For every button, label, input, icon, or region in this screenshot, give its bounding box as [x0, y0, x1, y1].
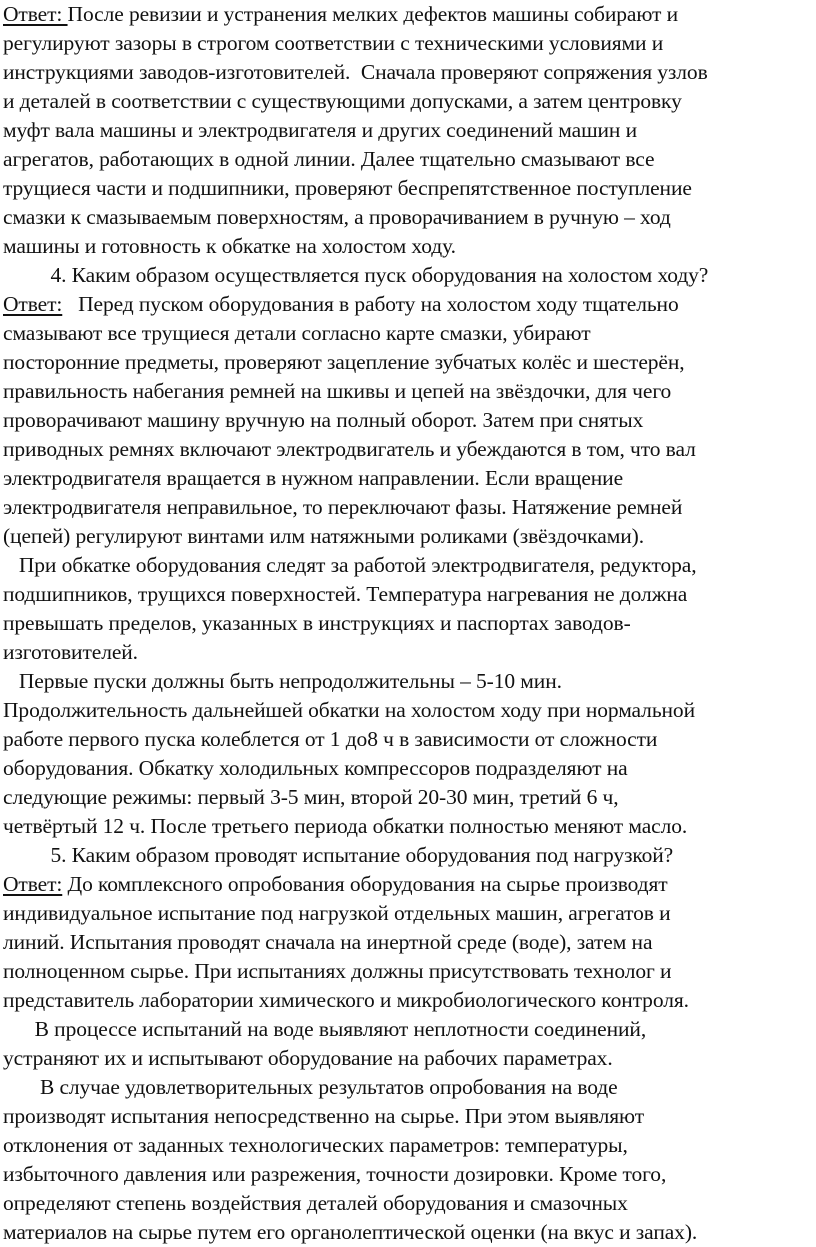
paragraph-break-in-monitoring: При обкатке оборудования следят за работой электродвигателя, редуктора, подшипников, трущихся поверхностей. Температура нагревания не должна превышать пределов, указанных в инструкциях и паспортах заводов- изготовителей.	[3, 553, 697, 664]
answer-text: До комплексного опробования оборудования на сырье производят индивидуальное испытание под нагрузкой отдельных машин, агрегатов и линий. Испытания проводят сначала на инертной среде (воде), затем на полноценном сырье. При испытаниях должны присутствовать технолог и представитель лаборатории химического и микробиологического контроля.	[3, 872, 689, 1012]
answer-paragraph-load-test	[0, 870, 816, 1015]
answer-paragraph-reassembly	[0, 0, 816, 261]
answer-label: Ответ:	[3, 2, 68, 26]
answer-label: Ответ:	[3, 872, 63, 896]
question-4: 4. Каким образом осуществляется пуск оборудования на холостом ходу?	[3, 263, 709, 287]
paragraph-water-test: В процессе испытаний на воде выявляют неплотности соединений, устраняют их и испытывают оборудование на рабочих параметрах.	[3, 1017, 647, 1070]
question-5: 5. Каким образом проводят испытание оборудования под нагрузкой?	[3, 843, 674, 867]
answer-paragraph-idle-start	[0, 290, 816, 551]
answer-text: После ревизии и устранения мелких дефектов машины собирают и регулируют зазоры в строгом соответствии с техническими условиями и инструкциями заводов-изготовителей. Сначала проверяют сопряжения узлов и деталей в соответствии с существующими допусками, а затем центровку муфт вала машины и электродвигателя и других соединений машин и агрегатов, работающих в одной линии. Далее тщательно смазывают все трущиеся части и подшипники, проверяют беспрепятственное поступление смазки к смазываемым поверхностям, а проворачиванием в ручную – ход машины и готовность к обкатке на холостом ходу.	[3, 2, 708, 258]
paragraph-raw-material-test: В случае удовлетворительных результатов опробования на воде производят испытания непосредственно на сырье. При этом выявляют отклонения от заданных технологических параметров: температуры, избыточного давления или разрежения, точности дозировки. Кроме того, определяют степень воздействия деталей оборудования и смазочных материалов на сырье путем его органолептической оценки (на вкус и запах).	[3, 1075, 698, 1244]
answer-text: Перед пуском оборудования в работу на холостом ходу тщательно смазывают все трущиеся детали согласно карте смазки, убирают посторонние предметы, проверяют зацепление зубчатых колёс и шестерён, правильность набегания ремней на шкивы и цепей на звёздочки, для чего проворачивают машину вручную на полный оборот. Затем при снятых приводных ремнях включают электродвигатель и убеждаются в том, что вал электродвигателя вращается в нужном направлении. Если вращение электродвигателя неправильное, то переключают фазы. Натяжение ремней (цепей) регулируют винтами илм натяжными роликами (звёздочками).	[3, 292, 696, 548]
paragraph-first-starts: Первые пуски должны быть непродолжительны – 5-10 мин. Продолжительность дальнейшей обкатки на холостом ходу при нормальной работе первого пуска колеблется от 1 до8 ч в зависимости от сложности оборудования. Обкатку холодильных компрессоров подразделяют на следующие режимы: первый 3-5 мин, второй 20-30 мин, третий 6 ч, четвёртый 12 ч. После третьего периода обкатки полностью меняют масло.	[3, 669, 695, 838]
answer-label: Ответ:	[3, 292, 63, 316]
